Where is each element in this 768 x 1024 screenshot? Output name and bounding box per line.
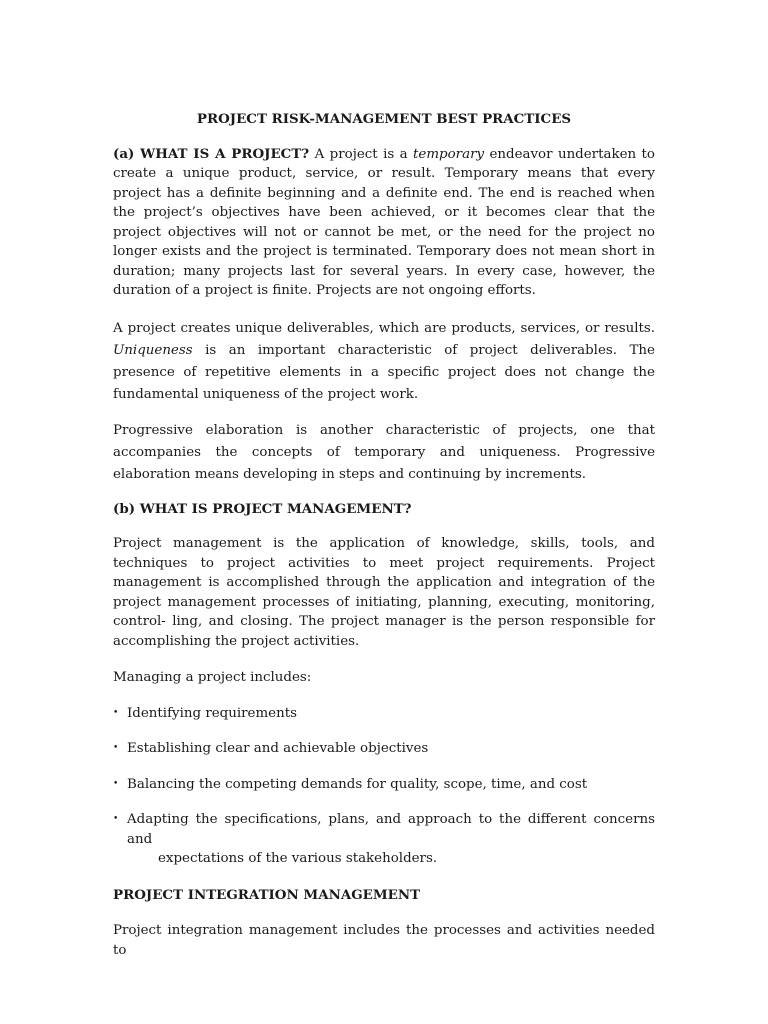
- document-page: [113, 110, 655, 960]
- project-management-paragraph: Project management is the application of knowledge, skills, tools, and techniques to project activities to meet project requirements. Project management is accomplished through the application and integration of the project management processes of initiating, planning, executing, monitoring, control- ling, and closing. The project manager is the person responsible for accomplishing the project activities.: [113, 536, 655, 649]
- list-item-text: Adapting the specifications, plans, and approach to the different concerns and: [127, 812, 655, 847]
- list-item-text: Establishing clear and achievable objectives: [127, 741, 429, 756]
- text-run: A project is a: [309, 146, 414, 162]
- emphasis-temporary: temporary: [413, 146, 485, 162]
- list-item-continuation: expectations of the various stakeholders.: [158, 851, 438, 866]
- section-a-heading: (a) WHAT IS A PROJECT?: [113, 145, 310, 162]
- progressive-elaboration-paragraph: Progressive elaboration is another characteristic of projects, one that accompanies the concepts of temporary and uniqueness. Progressive elaboration means developing in steps and continuing by increments.: [113, 422, 655, 482]
- project-definition-paragraph: [113, 145, 655, 301]
- list-item-text: Identifying requirements: [127, 705, 297, 721]
- list-item: [113, 810, 655, 869]
- list-item: [113, 739, 655, 759]
- uniqueness-paragraph: [113, 318, 655, 406]
- emphasis-uniqueness: Uniqueness: [113, 342, 193, 358]
- list-item-text: Balancing the competing demands for quality, scope, time, and cost: [127, 776, 588, 792]
- section-c-heading: PROJECT INTEGRATION MANAGEMENT: [113, 886, 421, 903]
- text-run: A project creates unique deliverables, which are products, services, or results.: [113, 320, 655, 336]
- list-item: [113, 775, 655, 795]
- section-b-heading: (b) WHAT IS PROJECT MANAGEMENT?: [113, 500, 412, 517]
- bullet-icon: •: [113, 707, 119, 718]
- document-title: PROJECT RISK-MANAGEMENT BEST PRACTICES: [196, 111, 572, 127]
- text-run: endeavor undertaken to create a unique product, service, or result. Temporary means that every project has a definite beginning and a definite end. The end is reached when the project’s objectives have been achieved, or it becomes clear that the project objectives will not or cannot be met, or the need for the project no longer exists and the project is terminated. Temporary does not mean short in duration; many projects last for several years. In every case, however, the duration of a project is finite. Projects are not ongoing efforts.: [113, 146, 655, 298]
- managing-intro: Managing a project includes:: [113, 670, 312, 685]
- bullet-icon: •: [113, 743, 119, 753]
- integration-paragraph: Project integration management includes the processes and activities needed to: [113, 923, 655, 958]
- managing-list: [113, 704, 655, 869]
- bullet-icon: •: [113, 778, 119, 789]
- bullet-icon: •: [113, 814, 119, 824]
- list-item: [113, 704, 655, 724]
- text-run: is an important characteristic of project deliverables. The presence of repetitive elements in a specific project does not change the fundamental uniqueness of the project work.: [113, 342, 655, 402]
